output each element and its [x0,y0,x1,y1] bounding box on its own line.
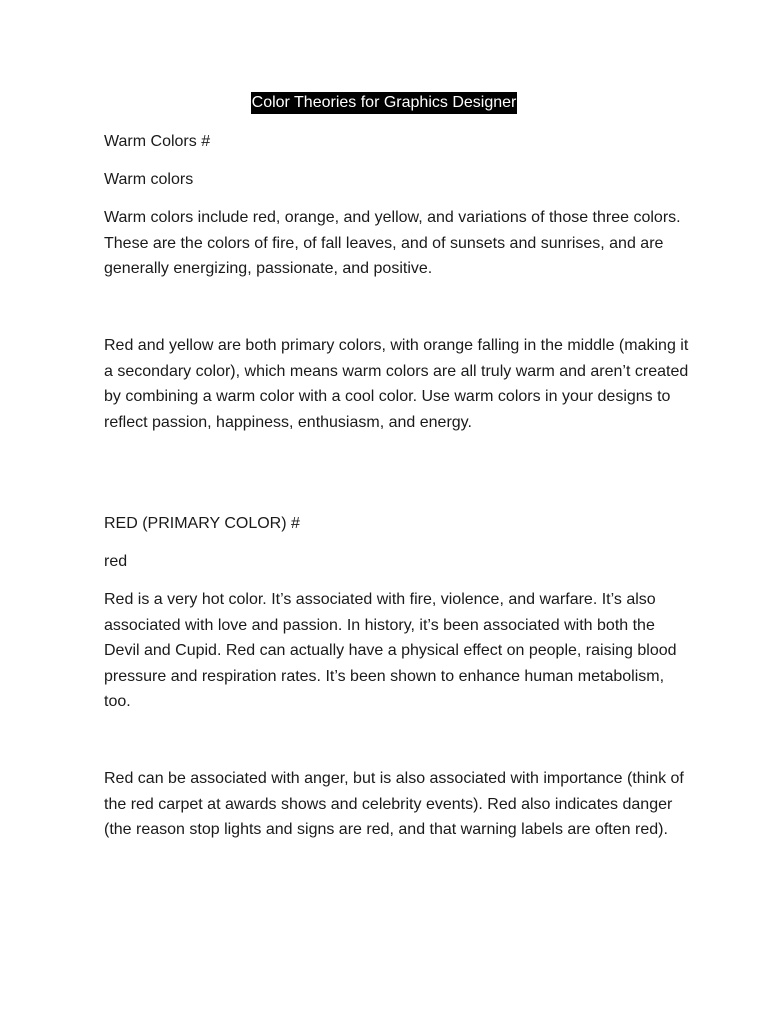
paragraph-warm-colors-primary: Red and yellow are both primary colors, with orange falling in the middle (making it a secondary color), which means warm colors are all truly warm and aren’t created by combining a warm color with a cool color. Use warm colors in your designs to reflect passion, happiness, enthusiasm, and energy. [104,337,689,431]
paragraph-red-intro: Red is a very hot color. It’s associated with fire, violence, and warfare. It’s also associated with love and passion. In history, it’s been associated with both the Devil and Cupid. Red can actually have a physical effect on people, raising blood pressure and respiration rates. It’s been shown to enhance human metabolism, too. [104,591,677,710]
document-title: Color Theories for Graphics Designer [251,92,518,114]
paragraph-warm-colors-intro: Warm colors include red, orange, and yellow, and variations of those three colors. These are the colors of fire, of fall leaves, and of sunsets and sunrises, and are generally energizing, passionate, and positive. [104,209,681,277]
paragraph-red-importance: Red can be associated with anger, but is also associated with importance (think of the red carpet at awards shows and celebrity events). Red also indicates danger (the reason stop lights and signs are red, and that warning labels are often red). [104,770,684,838]
section-subheading-warm-colors: Warm colors [104,171,194,188]
section-heading-warm-colors: Warm Colors # [104,133,211,150]
section-heading-red: RED (PRIMARY COLOR) # [104,515,300,532]
section-subheading-red: red [104,553,128,570]
title-container [0,92,768,114]
